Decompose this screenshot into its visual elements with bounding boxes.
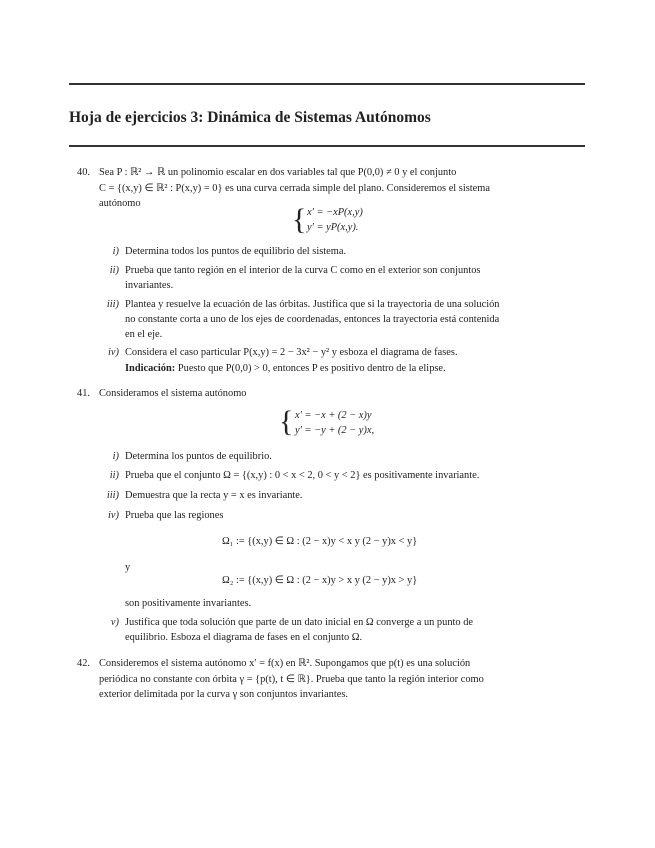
- hint-label: Indicación:: [125, 363, 176, 374]
- exercise-number: 41.: [77, 388, 90, 399]
- ex41-item-i: Determina los puntos de equilibrio.: [125, 451, 272, 462]
- exercise-number: 40.: [77, 167, 90, 178]
- ex40-item-iii-line-1: Plantea y resuelve la ecuación de las órbitas. Justifica que si la trayectoria de una solución: [125, 299, 500, 310]
- ex40-item-iii-line-3: en el eje.: [125, 329, 163, 340]
- top-rule: [69, 83, 585, 85]
- exercise-number: 42.: [77, 658, 90, 669]
- ex40-equation-2: y′ = yP(x,y).: [307, 222, 359, 233]
- ex41-item-v-line-2: equilibrio. Esboza el diagrama de fases en el conjunto Ω.: [125, 632, 363, 643]
- ex42-line-3: exterior delimitada por la curva γ son conjuntos invariantes.: [99, 689, 348, 700]
- title-rule: [69, 145, 585, 147]
- ex42-line-1: Consideremos el sistema autónomo x′ = f(x) en ℝ². Supongamos que p(t) es una solución: [99, 658, 471, 669]
- ex40-line-2: C = {(x,y) ∈ ℝ² : P(x,y) = 0} es una curva cerrada simple del plano. Consideremos el sistema: [99, 183, 490, 194]
- item-label: i): [112, 451, 119, 462]
- ex40-line-1: Sea P : ℝ² → ℝ un polinomio escalar en dos variables tal que P(0,0) ≠ 0 y el conjunto: [99, 167, 457, 178]
- item-label: i): [112, 246, 119, 257]
- ex41-item-iv: Prueba que las regiones: [125, 510, 224, 521]
- ex41-equation-2: y′ = −y + (2 − y)x,: [295, 425, 375, 436]
- ex40-item-iv: Considera el caso particular P(x,y) = 2 − 3x² − y² y esboza el diagrama de fases.: [125, 347, 458, 358]
- item-label: iv): [108, 347, 119, 358]
- ex42-line-2: periódica no constante con órbita γ = {p(t), t ∈ ℝ}. Prueba que tanto la región interior como: [99, 674, 484, 685]
- omega2-definition: Ω₂ := {(x,y) ∈ Ω : (2 − x)y > x y (2 − y)x > y}: [222, 575, 418, 586]
- item-label: ii): [109, 265, 119, 276]
- item-label: iii): [106, 490, 119, 501]
- item-label: v): [110, 617, 119, 628]
- ex40-item-i: Determina todos los puntos de equilibrio del sistema.: [125, 246, 347, 257]
- item-label: ii): [109, 470, 119, 481]
- ex40-line-3: autónomo: [99, 198, 141, 209]
- ex40-item-ii-line-1: Prueba que tanto región en el interior de la curva C como en el exterior son conjuntos: [125, 265, 481, 276]
- page-title: Hoja de ejercicios 3: Dinámica de Sistemas Autónomos: [69, 109, 431, 126]
- ex41-item-iii: Demuestra que la recta y = x es invariante.: [125, 490, 303, 501]
- ex40-equation-1: x′ = −xP(x,y): [307, 207, 363, 218]
- ex41-after: son positivamente invariantes.: [125, 598, 252, 609]
- item-label: iv): [108, 510, 119, 521]
- ex41-equation-1: x′ = −x + (2 − x)y: [295, 410, 372, 421]
- ex40-hint: [125, 361, 446, 376]
- system-brace: {: [292, 203, 307, 236]
- item-label: iii): [106, 299, 119, 310]
- ex41-line-1: Consideramos el sistema autónomo: [99, 388, 247, 399]
- omega1-definition: Ω₁ := {(x,y) ∈ Ω : (2 − x)y < x y (2 − y)x < y}: [222, 536, 418, 547]
- ex41-item-v-line-1: Justifica que toda solución que parte de un dato inicial en Ω converge a un punto de: [125, 617, 474, 628]
- conjunction-y: y: [125, 562, 131, 573]
- system-brace: {: [279, 405, 294, 438]
- hint-text: Puesto que P(0,0) > 0, entonces P es positivo dentro de la elipse.: [177, 363, 446, 374]
- ex40-item-iii-line-2: no constante corta a uno de los ejes de coordenadas, entonces la trayectoria está contenida: [125, 314, 500, 325]
- ex40-item-ii-line-2: invariantes.: [125, 280, 174, 291]
- ex41-item-ii: Prueba que el conjunto Ω = {(x,y) : 0 < x < 2, 0 < y < 2} es positivamente invariante.: [125, 470, 480, 481]
